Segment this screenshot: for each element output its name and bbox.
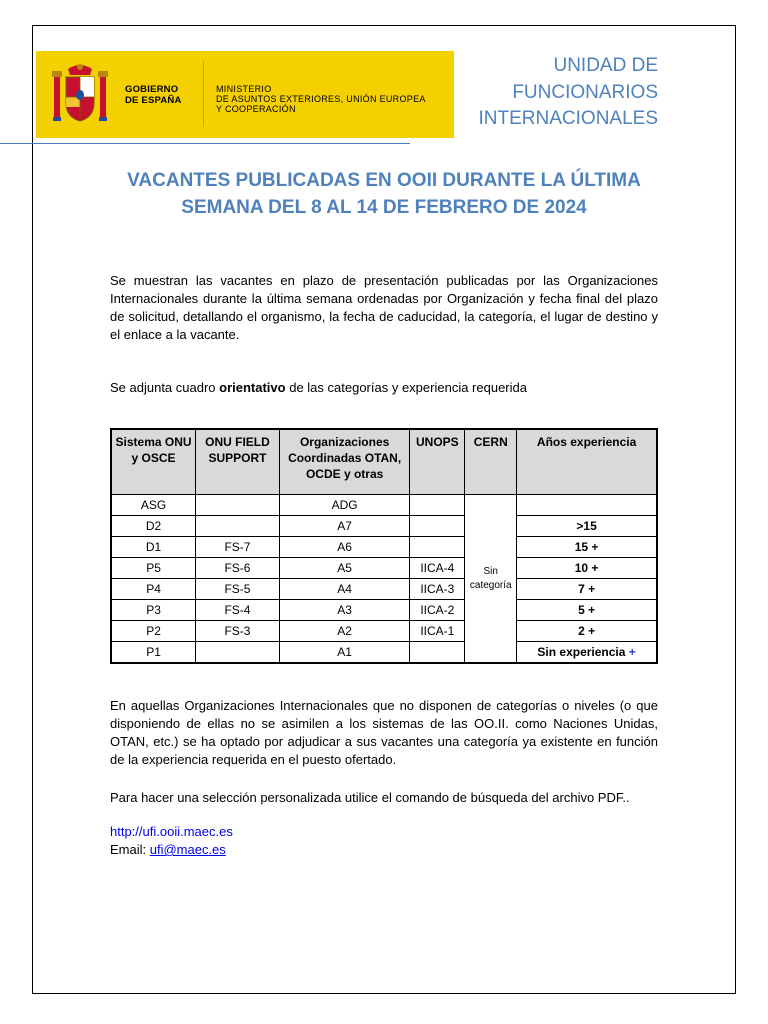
- cell-otan: A3: [279, 600, 410, 621]
- cell-field: [196, 642, 280, 664]
- banner-divider: [203, 61, 204, 127]
- cell-onu: D1: [111, 537, 196, 558]
- table-row: [111, 495, 657, 516]
- page-title: VACANTES PUBLICADAS EN OOII DURANTE LA ÚLTIMA SEMANA DEL 8 AL 14 DE FEBRERO DE 2024: [127, 170, 641, 218]
- intro-paragraph: Se muestran las vacantes en plazo de presentación publicadas por las Organizaciones Internacionales durante la última semana ordenadas por Organización y fecha final del plazo de solicitud, detallando el organismo, la fecha de caducidad, la categoría, el lugar de destino y el enlace a la vacante.: [110, 273, 658, 342]
- cell-years: [517, 495, 657, 516]
- cell-unops: IICA-4: [410, 558, 465, 579]
- website-link[interactable]: http://ufi.ooii.maec.es: [110, 824, 233, 839]
- cell-unops: IICA-3: [410, 579, 465, 600]
- cell-onu: P5: [111, 558, 196, 579]
- header-unops: UNOPS: [410, 429, 465, 495]
- cell-unops: [410, 516, 465, 537]
- note-paragraph: En aquellas Organizaciones Internacionales que no disponen de categorías o niveles (o que disponiendo de ellas no se asimilen a los sistemas de las OO.II. como Naciones Unidas, OTAN, etc.) se ha optado por adjudicar a sus vacantes una categoría ya existente en función de la experiencia requerida en el puesto ofertado.: [110, 698, 658, 767]
- cell-unops: IICA-2: [410, 600, 465, 621]
- government-banner: [36, 51, 454, 138]
- attach-paragraph: Se adjunta cuadro orientativo de las categorías y experiencia requerida: [110, 380, 527, 395]
- search-hint: Para hacer una selección personalizada utilice el comando de búsqueda del archivo PDF..: [110, 790, 630, 805]
- cell-unops: [410, 495, 465, 516]
- table-row: [111, 600, 657, 621]
- header-field-support: ONU FIELD SUPPORT: [196, 429, 280, 495]
- table-row: [111, 558, 657, 579]
- email-link[interactable]: ufi@maec.es: [149, 842, 226, 857]
- table-row: [111, 516, 657, 537]
- cell-years: 2 +: [517, 621, 657, 642]
- ministerio-label: MINISTERIO DE ASUNTOS EXTERIORES, UNIÓN EUROPEA Y COOPERACIÓN: [216, 84, 426, 114]
- table-row: [111, 642, 657, 664]
- cell-field: [196, 516, 280, 537]
- contact-block: [110, 823, 658, 859]
- header-rule: [0, 143, 410, 144]
- header-otan: Organizaciones Coordinadas OTAN, OCDE y otras: [279, 429, 410, 495]
- cell-years: Sin experiencia +: [517, 642, 657, 664]
- cell-field: FS-3: [196, 621, 280, 642]
- cell-unops: [410, 642, 465, 664]
- cell-unops: [410, 537, 465, 558]
- cell-unops: IICA-1: [410, 621, 465, 642]
- table-header-row: [111, 429, 657, 495]
- email-label: Email:: [110, 842, 150, 857]
- cell-otan: A1: [279, 642, 410, 664]
- coat-of-arms-icon: [50, 61, 110, 129]
- cell-years: 5 +: [517, 600, 657, 621]
- header-cern: CERN: [465, 429, 517, 495]
- cell-onu: P4: [111, 579, 196, 600]
- cell-field: FS-5: [196, 579, 280, 600]
- gobierno-label: GOBIERNO DE ESPAÑA: [125, 84, 182, 106]
- cell-field: FS-6: [196, 558, 280, 579]
- cell-onu: ASG: [111, 495, 196, 516]
- table-row: [111, 579, 657, 600]
- cell-otan: A5: [279, 558, 410, 579]
- cell-otan: A6: [279, 537, 410, 558]
- cell-onu: D2: [111, 516, 196, 537]
- cell-onu: P3: [111, 600, 196, 621]
- cell-otan: A4: [279, 579, 410, 600]
- header-years: Años experiencia: [517, 429, 657, 495]
- cell-otan: A2: [279, 621, 410, 642]
- cell-years: 15 +: [517, 537, 657, 558]
- cell-field: FS-7: [196, 537, 280, 558]
- cell-years: 7 +: [517, 579, 657, 600]
- cell-cern: Sin categoría: [465, 495, 517, 664]
- categories-table: [110, 428, 658, 664]
- cell-onu: P2: [111, 621, 196, 642]
- cell-field: FS-4: [196, 600, 280, 621]
- table-row: [111, 621, 657, 642]
- cell-onu: P1: [111, 642, 196, 664]
- cell-years: >15: [517, 516, 657, 537]
- unit-title: UNIDAD DE FUNCIONARIOS INTERNACIONALES: [478, 55, 658, 129]
- cell-otan: ADG: [279, 495, 410, 516]
- table-row: [111, 537, 657, 558]
- header-onu: Sistema ONU y OSCE: [111, 429, 196, 495]
- cell-otan: A7: [279, 516, 410, 537]
- cell-field: [196, 495, 280, 516]
- cell-years: 10 +: [517, 558, 657, 579]
